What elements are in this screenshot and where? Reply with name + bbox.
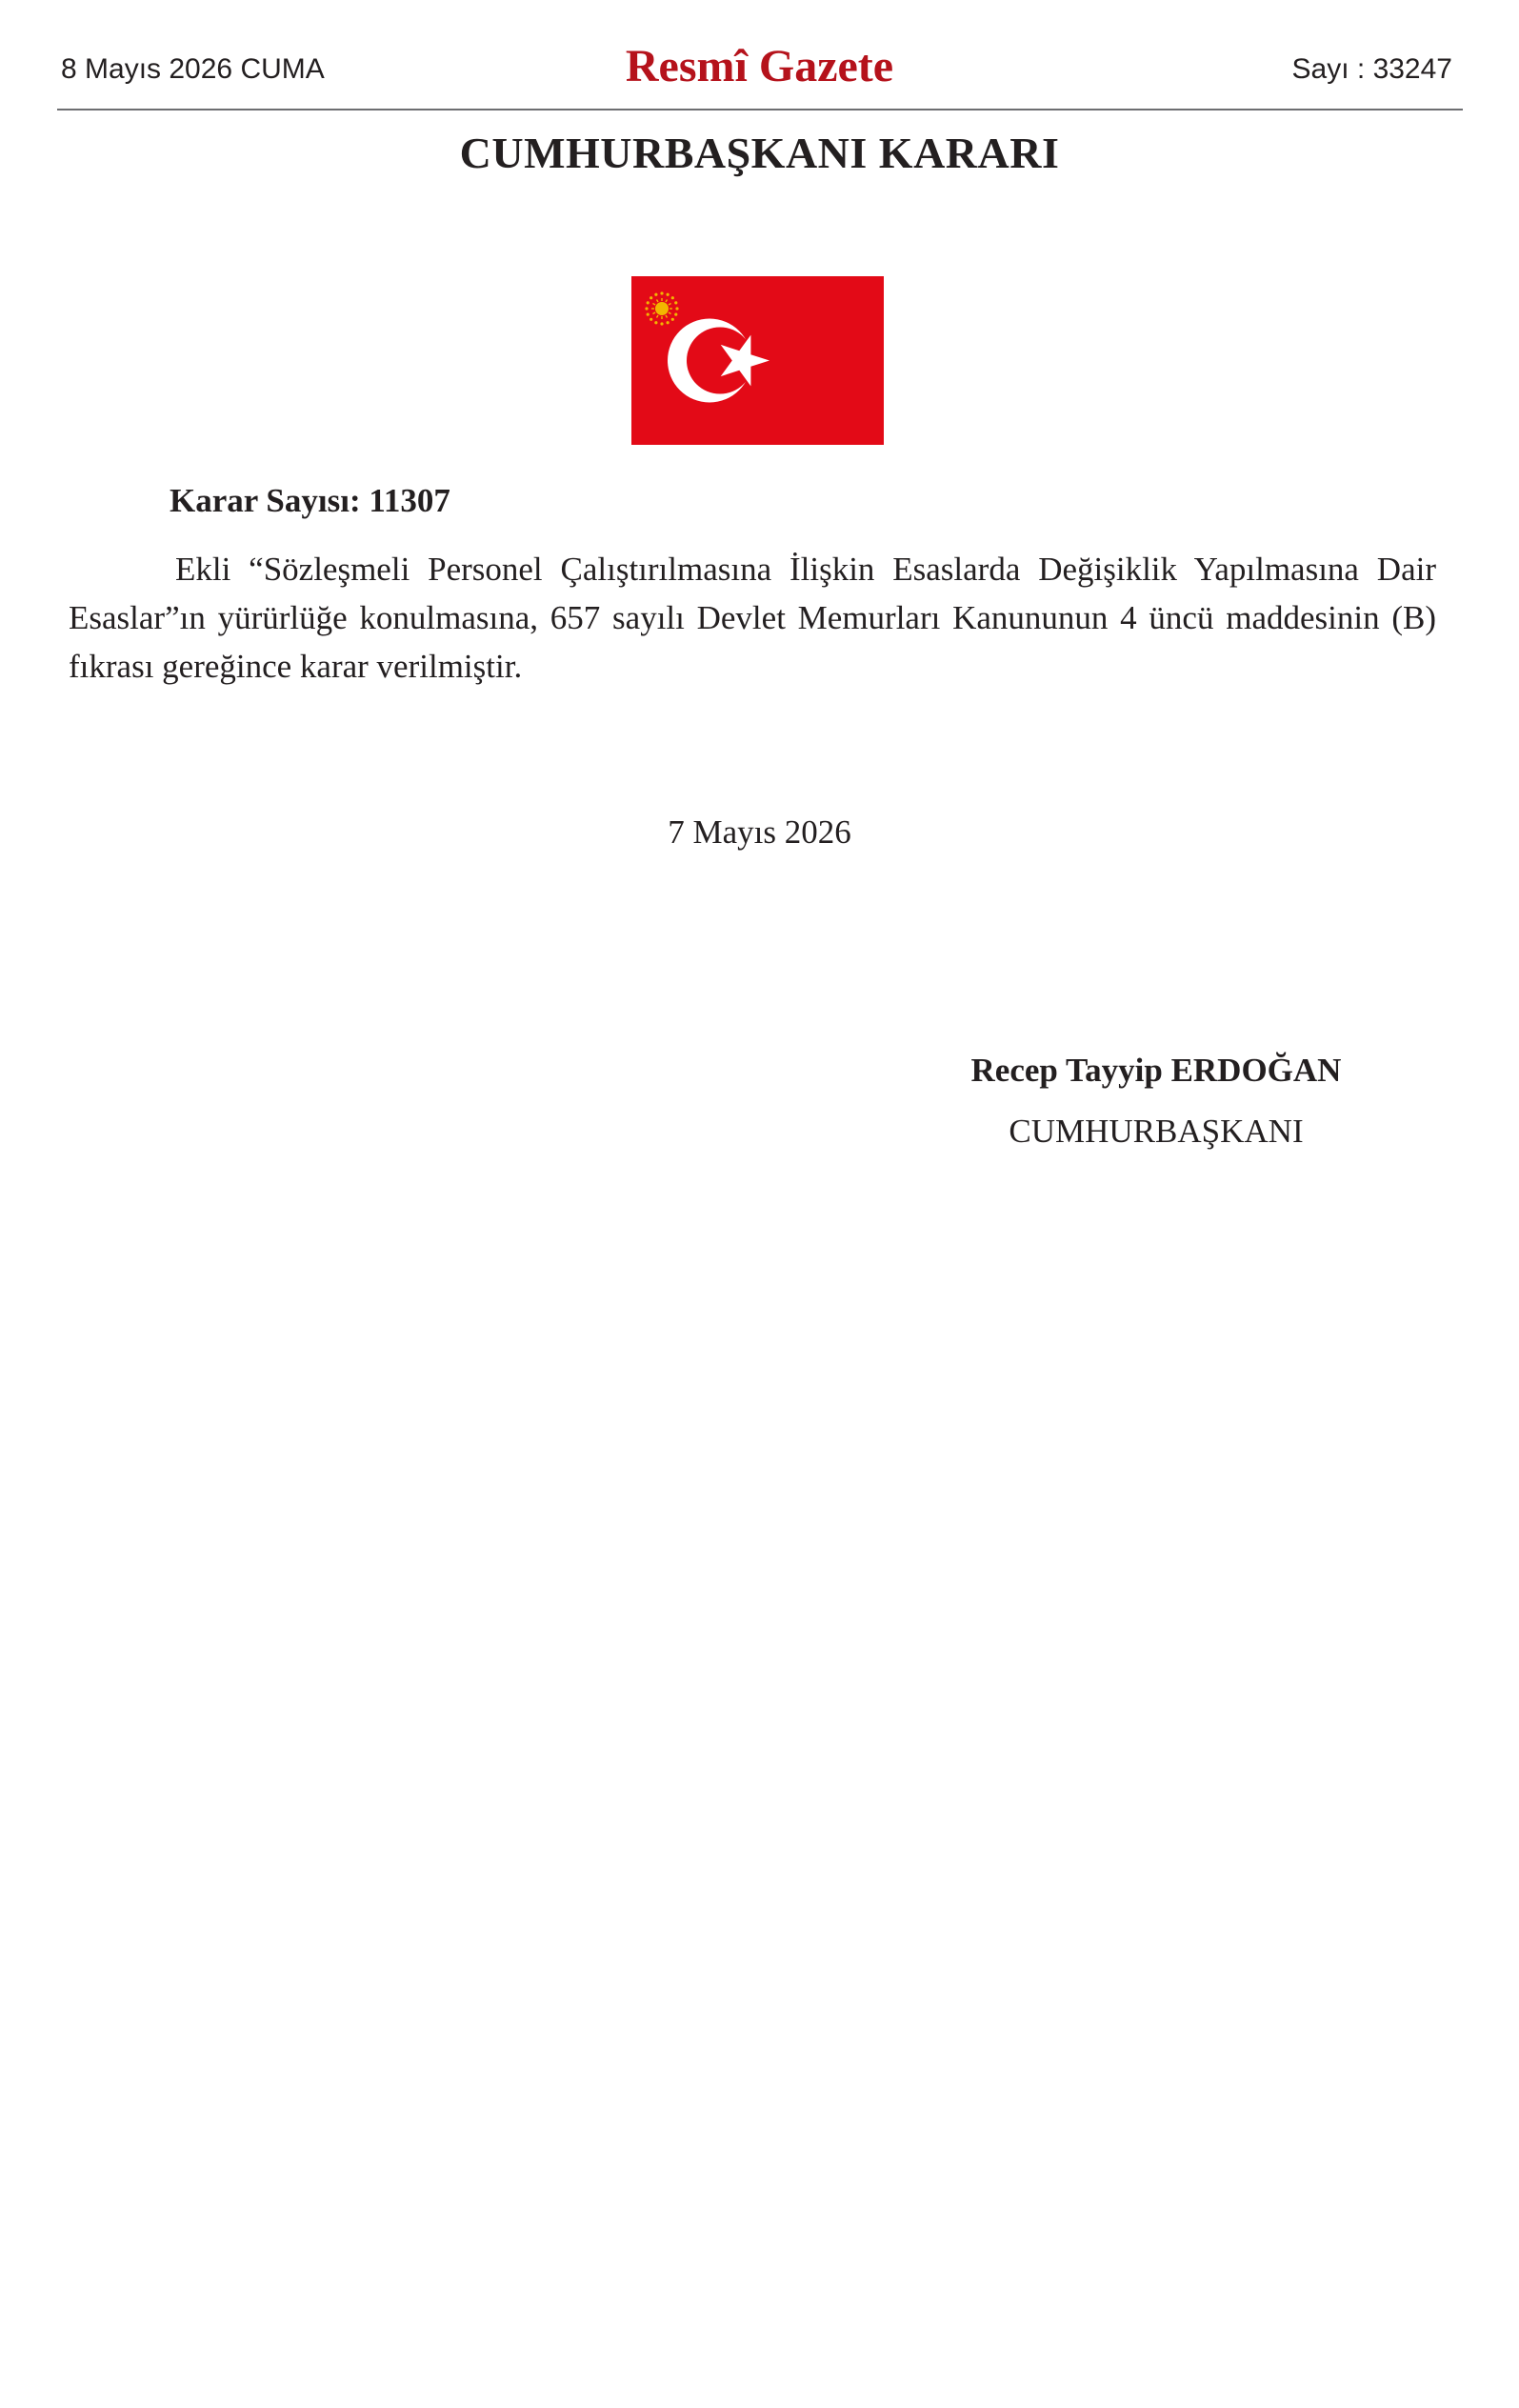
decision-body-text: Ekli “Sözleşmeli Personel Çalıştırılmasına İlişkin Esaslarda Değişiklik Yapılmasına Dair Esaslar”ın yürürlüğe konulmasına, 657 sayılı Devlet Memurları Kanununun 4 üncü maddesinin (B) fıkrası gereğince karar verilmiştir. xyxy=(69,551,1436,685)
signatory-title: CUMHURBAŞKANI xyxy=(1009,1113,1304,1150)
decision-date: 7 Mayıs 2026 xyxy=(668,813,851,851)
gazette-masthead: Resmî Gazete xyxy=(625,41,894,91)
turkish-flag-icon xyxy=(631,276,884,445)
gazette-date: 8 Mayıs 2026 CUMA xyxy=(61,53,325,85)
signatory-name: Recep Tayyip ERDOĞAN xyxy=(970,1052,1342,1089)
document-title: CUMHURBAŞKANI KARARI xyxy=(459,129,1060,177)
header-divider xyxy=(57,109,1463,110)
gazette-issue-number: Sayı : 33247 xyxy=(1291,53,1452,85)
decision-number: Karar Sayısı: 11307 xyxy=(170,482,450,519)
